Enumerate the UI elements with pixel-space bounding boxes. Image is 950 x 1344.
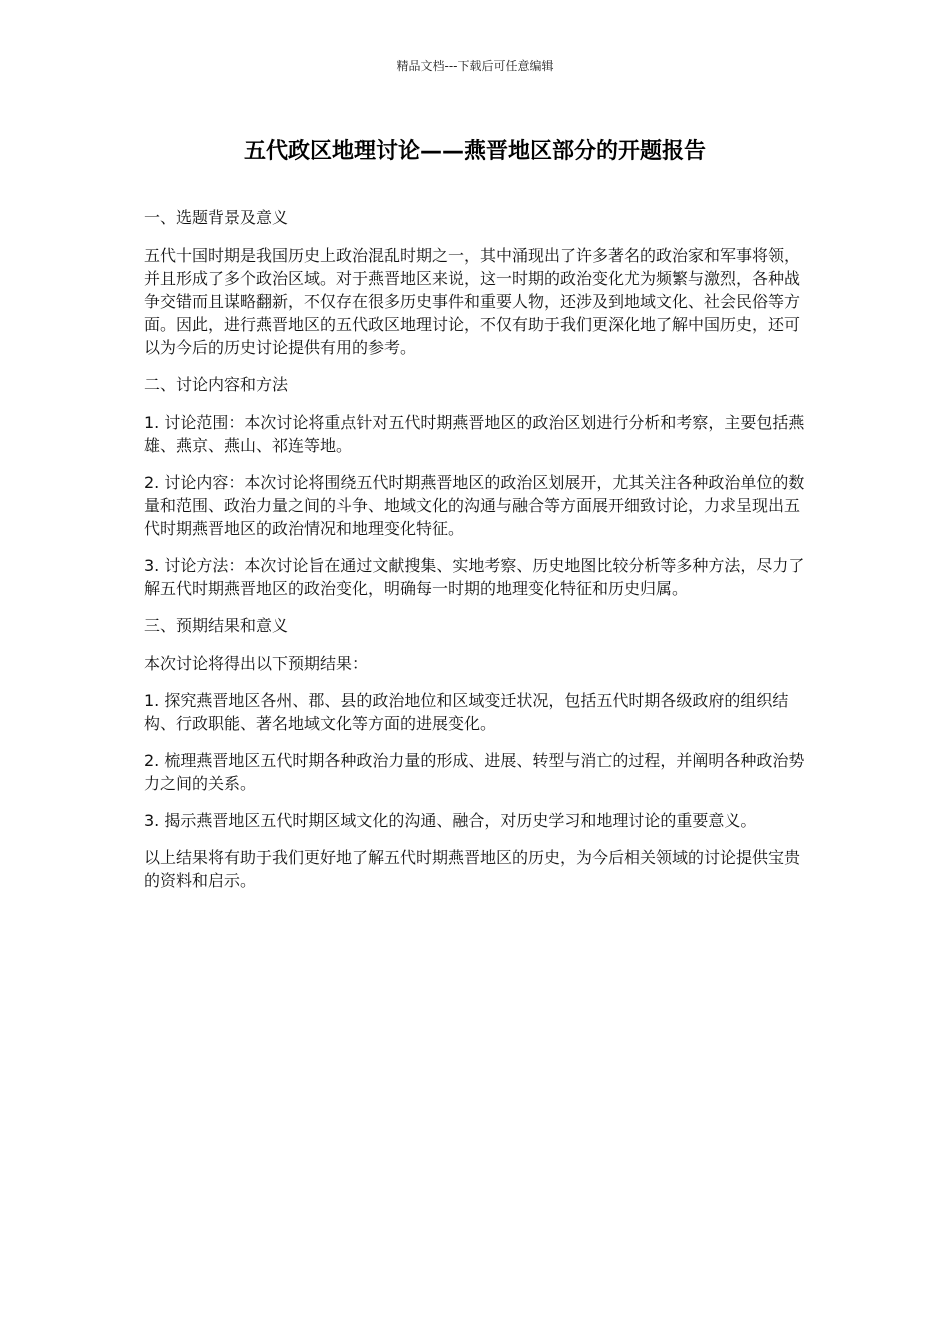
section-heading-content-methods: 二、讨论内容和方法 [144, 375, 289, 394]
content-item-method: 3. 讨论方法：本次讨论旨在通过文献搜集、实地考察、历史地图比较分析等多种方法，尽力了解五代时期燕晋地区的政治变化，明确每一时期的地理变化特征和历史归属。 [144, 556, 805, 598]
result-item-2: 2. 梳理燕晋地区五代时期各种政治力量的形成、进展、转型与消亡的过程，并阐明各种政治势力之间的关系。 [144, 751, 805, 793]
results-conclusion: 以上结果将有助于我们更好地了解五代时期燕晋地区的历史，为今后相关领域的讨论提供宝贵的资料和启示。 [144, 848, 801, 890]
result-item-3: 3. 揭示燕晋地区五代时期区域文化的沟通、融合，对历史学习和地理讨论的重要意义。 [144, 811, 757, 830]
content-item-scope: 1. 讨论范围：本次讨论将重点针对五代时期燕晋地区的政治区划进行分析和考察，主要包括燕雄、燕京、燕山、祁连等地。 [144, 413, 805, 455]
section-heading-results: 三、预期结果和意义 [144, 616, 289, 635]
result-item-1: 1. 探究燕晋地区各州、郡、县的政治地位和区域变迁状况，包括五代时期各级政府的组织结构、行政职能、著名地域文化等方面的进展变化。 [144, 691, 789, 733]
content-item-content: 2. 讨论内容：本次讨论将围绕五代时期燕晋地区的政治区划展开，尤其关注各种政治单位的数量和范围、政治力量之间的斗争、地域文化的沟通与融合等方面展开细致讨论，力求呈现出五代时期燕晋地区的政治情况和地理变化特征。 [144, 473, 805, 538]
results-intro: 本次讨论将得出以下预期结果： [144, 654, 369, 673]
background-paragraph: 五代十国时期是我国历史上政治混乱时期之一，其中涌现出了许多著名的政治家和军事将领，并且形成了多个政治区域。对于燕晋地区来说，这一时期的政治变化尤为频繁与激烈，各种战争交错而且谋略翻新，不仅存在很多历史事件和重要人物，还涉及到地域文化、社会民俗等方面。因此，进行燕晋地区的五代政区地理讨论，不仅有助于我们更深化地了解中国历史，还可以为今后的历史讨论提供有用的参考。 [144, 246, 801, 357]
document-body [144, 206, 812, 906]
document-title: 五代政区地理讨论——燕晋地区部分的开题报告 [243, 139, 706, 164]
header-note: 精品文档---下载后可任意编辑 [396, 59, 554, 73]
section-heading-background: 一、选题背景及意义 [144, 208, 289, 227]
